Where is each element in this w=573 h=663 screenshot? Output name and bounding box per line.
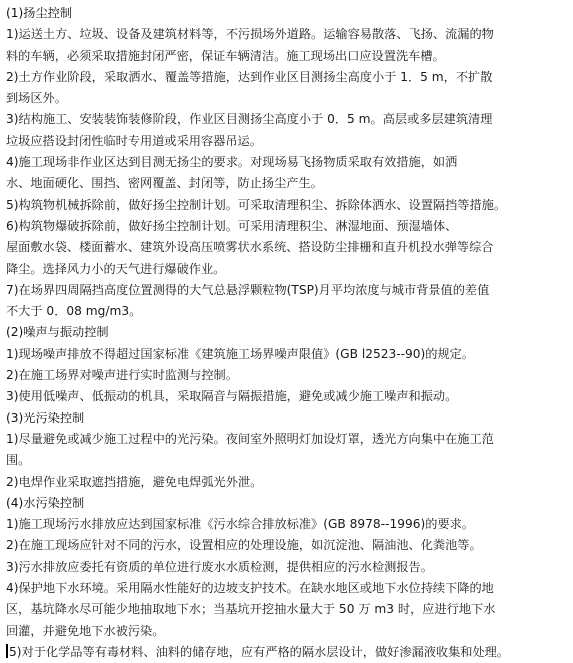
text-line: 2)电焊作业采取遮挡措施，避免电焊弧光外泄。	[6, 474, 263, 489]
section-heading-dust-control: (1)扬尘控制	[6, 6, 73, 20]
section-heading-noise-control: (2)噪声与振动控制	[6, 325, 109, 340]
text-line	[6, 642, 567, 663]
text-line: 4)施工现场非作业区达到目测无扬尘的要求。对现场易飞扬物质采取有效措施，如洒	[6, 155, 458, 170]
text-line: 7)在场界四周隔挡高度位置测得的大气总悬浮颗粒物(TSP)月平均浓度与城市背景值的差值	[6, 282, 490, 297]
text-line: 2)在施工场界对噪声进行实时监测与控制。	[6, 368, 238, 383]
text-line: 回灌，并避免地下水被污染。	[6, 623, 165, 638]
text-cursor	[6, 644, 8, 658]
section-heading-light-pollution: (3)光污染控制	[6, 410, 85, 425]
text-line: 围。	[6, 453, 31, 468]
text-line: 1)尽量避免或减少施工过程中的光污染。夜间室外照明灯加设灯罩，透光方向集中在施工范	[6, 431, 494, 446]
text-line: 料的车辆，必须采取措施封闭严密，保证车辆清洁。施工现场出口应设置洗车槽。	[6, 48, 445, 63]
text-line: 区，基坑降水尽可能少地抽取地下水；当基坑开挖抽水量大于 50 万 m3 时，应进行地下水	[6, 602, 496, 617]
text-line: 1)运送土方、垃圾、设备及建筑材料等，不污损场外道路。运输容易散落、飞扬、流漏的物	[6, 27, 494, 42]
text-line: 降尘。选择风力小的天气进行爆破作业。	[6, 261, 226, 276]
text-line: 1)施工现场污水排放应达到国家标准《污水综合排放标准》(GB 8978--1996)的要求。	[6, 517, 474, 532]
text-line: 4)保护地下水环境。采用隔水性能好的边坡支护技术。在缺水地区或地下水位持续下降的地	[6, 581, 494, 596]
section-heading-water-pollution: (4)水污染控制	[6, 495, 85, 510]
text-line: 2)土方作业阶段，采取洒水、覆盖等措施，达到作业区目测扬尘高度小于 1．5 m，不扩散	[6, 69, 493, 84]
text-line: 6)构筑物爆破拆除前，做好扬尘控制计划。可采用清理积尘、淋湿地面、预湿墙体、	[6, 218, 458, 233]
text-line: 3)结构施工、安装装饰装修阶段，作业区目测扬尘高度小于 0．5 m。高层或多层建筑清理	[6, 112, 493, 127]
text-line: 1)现场噪声排放不得超过国家标准《建筑施工场界噪声限值》(GB l2523--90)的规定。	[6, 346, 475, 361]
text-line: 屋面敷水袋、楼面蓄水、建筑外设高压喷雾状水系统、搭设防尘排栅和直升机投水弹等综合	[6, 240, 494, 255]
text-line: 2)在施工现场应针对不同的污水，设置相应的处理设施，如沉淀池、隔油池、化粪池等。	[6, 538, 482, 553]
text-line: 5)构筑物机械拆除前，做好扬尘控制计划。可采取清理积尘、拆除体洒水、设置隔挡等措施。	[6, 197, 507, 212]
text-line: 3)污水排放应委托有资质的单位进行废水水质检测，提供相应的污水检测报告。	[6, 559, 433, 574]
text-line: 3)使用低噪声、低振动的机具，采取隔音与隔振措施，避免或减少施工噪声和振动。	[6, 389, 458, 404]
text-line: 水、地面硬化、围挡、密网覆盖、封闭等，防止扬尘产生。	[6, 176, 323, 191]
text-line: 到场区外。	[6, 91, 67, 106]
text-line: 垃圾应搭设封闭性临时专用道或采用容器吊运。	[6, 133, 262, 148]
text-line-content: 5)对于化学品等有毒材料、油料的储存地，应有严格的隔水层设计，做好渗漏液收集和处理。	[9, 644, 510, 659]
text-line: 不大于 0．08 mg/m3。	[6, 304, 142, 319]
